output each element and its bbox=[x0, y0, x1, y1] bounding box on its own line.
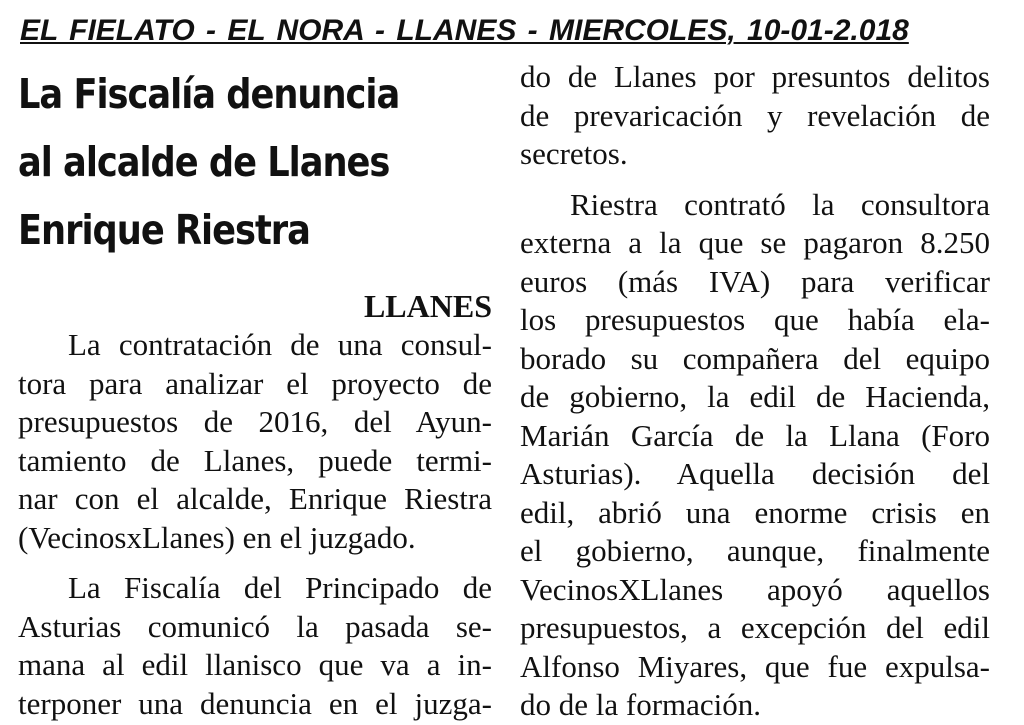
text-line: VecinosXLlanes apoyó aquellos bbox=[520, 571, 990, 607]
text-line: el gobierno, aunque, finalmente bbox=[520, 533, 990, 568]
text-line: Asturias comunicó la pasada se- bbox=[18, 608, 492, 644]
text-line: euros (más IVA) para verificar bbox=[520, 263, 990, 299]
text-line: secretos. bbox=[520, 136, 628, 171]
text-line: presupuestos de 2016, del Ayun- bbox=[18, 404, 492, 439]
headline bbox=[18, 60, 431, 264]
paragraph bbox=[520, 186, 990, 725]
text-line: nar con el alcalde, Enrique Riestra bbox=[18, 481, 492, 516]
article-right-column bbox=[520, 58, 990, 725]
text-line: do de la formación. bbox=[520, 687, 762, 722]
text-line: Marián García de la Llana (Foro bbox=[520, 417, 990, 453]
paragraph bbox=[520, 58, 990, 174]
text-line: de prevaricación y revelación de bbox=[520, 97, 990, 133]
text-line: tora para analizar el proyecto de bbox=[18, 365, 492, 401]
text-line: terponer una denuncia en el juzga- bbox=[18, 685, 492, 721]
text-line: La contratación de una consul- bbox=[68, 327, 492, 362]
text-line: edil, abrió una enorme crisis en bbox=[520, 494, 990, 530]
text-line: (VecinosxLlanes) en el juzgado. bbox=[18, 519, 416, 555]
headline-line: al alcalde de Llanes bbox=[18, 138, 390, 186]
dateline: LLANES bbox=[363, 288, 492, 324]
text-line: mana al edil llanisco que va a in- bbox=[18, 647, 492, 682]
text-line: La Fiscalía del Principado de bbox=[68, 570, 492, 605]
text-line: Riestra contrató la consultora bbox=[570, 186, 990, 222]
text-line: externa a la que se pagaron 8.250 bbox=[520, 225, 990, 260]
text-line: borado su compañera del equipo bbox=[520, 340, 990, 376]
text-line: Alfonso Miyares, que fue expulsa- bbox=[520, 648, 990, 684]
article-left-column bbox=[18, 286, 492, 723]
text-line: tamiento de Llanes, puede termi- bbox=[18, 442, 492, 478]
headline-line: La Fiscalía denuncia bbox=[18, 70, 400, 118]
headline-line: Enrique Riestra bbox=[18, 206, 310, 254]
paragraph bbox=[18, 326, 492, 557]
text-line: Asturias). Aquella decisión del bbox=[520, 456, 990, 491]
text-line: los presupuestos que había ela- bbox=[520, 302, 990, 337]
text-line: de gobierno, la edil de Hacienda, bbox=[520, 379, 990, 414]
masthead: EL FIELATO - EL NORA - LLANES - MIERCOLES, 10-01-2.018 bbox=[20, 14, 909, 47]
paragraph bbox=[18, 569, 492, 723]
text-line: do de Llanes por presuntos delitos bbox=[520, 59, 990, 94]
text-line: presupuestos, a excepción del edil bbox=[520, 610, 990, 645]
